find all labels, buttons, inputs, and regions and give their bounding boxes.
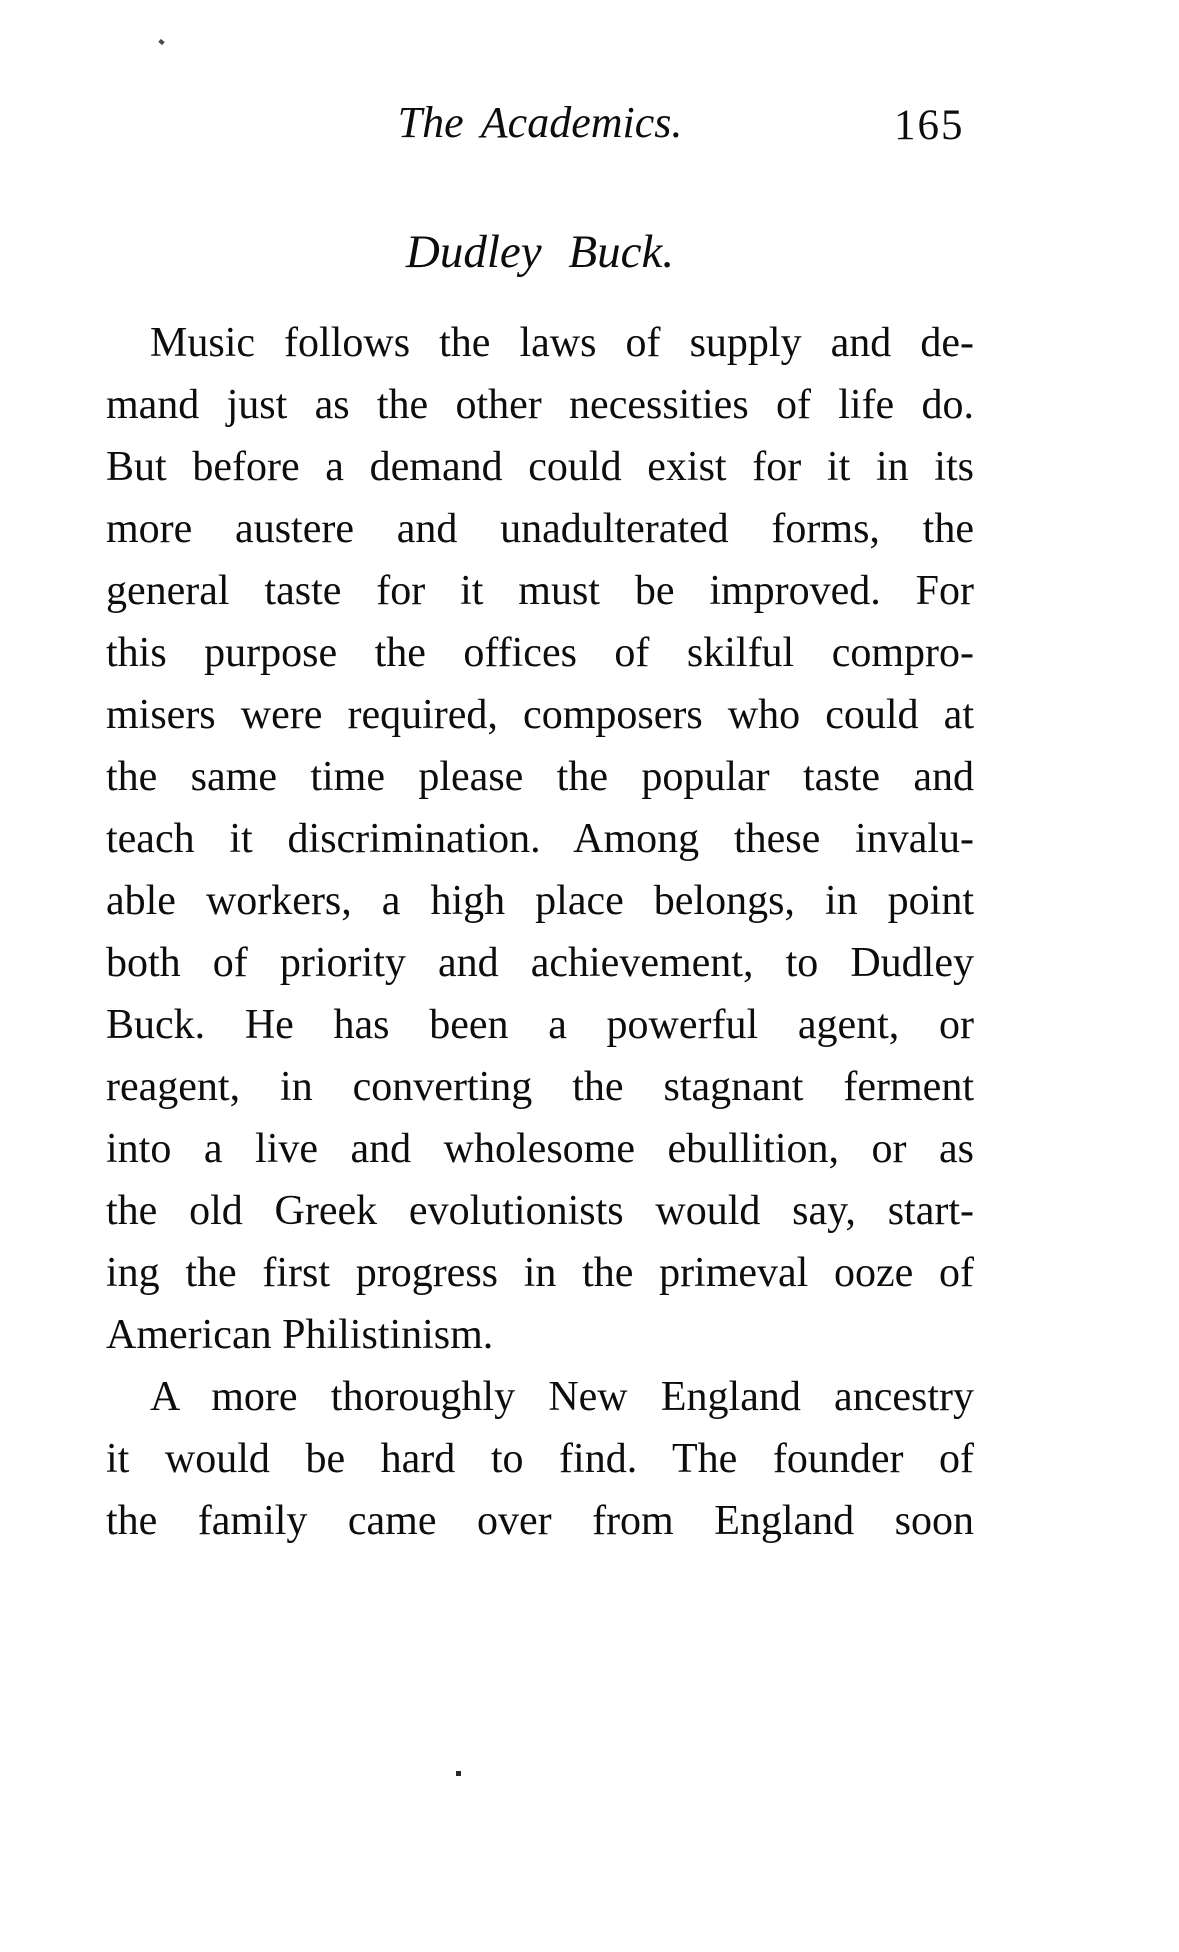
text-line: misers were required, composers who could at bbox=[106, 692, 974, 738]
text-line: it would be hard to find. The founder of bbox=[106, 1436, 974, 1482]
text-line: general taste for it must be improved. For bbox=[106, 568, 974, 614]
text-line: Music follows the laws of supply and de- bbox=[150, 320, 974, 366]
text-line: both of priority and achievement, to Dudley bbox=[106, 940, 974, 986]
text-line: able workers, a high place belongs, in point bbox=[106, 878, 974, 924]
running-header-title: The Academics. bbox=[397, 98, 683, 147]
text-line: the old Greek evolutionists would say, start- bbox=[106, 1188, 974, 1234]
scan-speck bbox=[158, 39, 164, 45]
text-line: But before a demand could exist for it in its bbox=[106, 444, 974, 490]
scan-speck bbox=[456, 1771, 461, 1776]
page-number: 165 bbox=[894, 102, 965, 149]
text-line: mand just as the other necessities of life do. bbox=[106, 382, 974, 428]
text-line: American Philistinism. bbox=[106, 1312, 494, 1358]
text-line: ing the first progress in the primeval ooze of bbox=[106, 1250, 974, 1296]
text-line: this purpose the offices of skilful compro- bbox=[106, 630, 974, 676]
body-text bbox=[106, 312, 974, 1552]
text-line: Buck. He has been a powerful agent, or bbox=[106, 1002, 974, 1048]
section-title: Dudley Buck. bbox=[405, 226, 675, 278]
text-line: reagent, in converting the stagnant ferment bbox=[106, 1064, 974, 1110]
text-line: A more thoroughly New England ancestry bbox=[150, 1374, 974, 1420]
text-line: more austere and unadulterated forms, the bbox=[106, 506, 974, 552]
text-line: teach it discrimination. Among these invalu- bbox=[106, 816, 974, 862]
text-line: the same time please the popular taste and bbox=[106, 754, 974, 800]
text-line: into a live and wholesome ebullition, or as bbox=[106, 1126, 974, 1172]
text-line: the family came over from England soon bbox=[106, 1498, 974, 1544]
